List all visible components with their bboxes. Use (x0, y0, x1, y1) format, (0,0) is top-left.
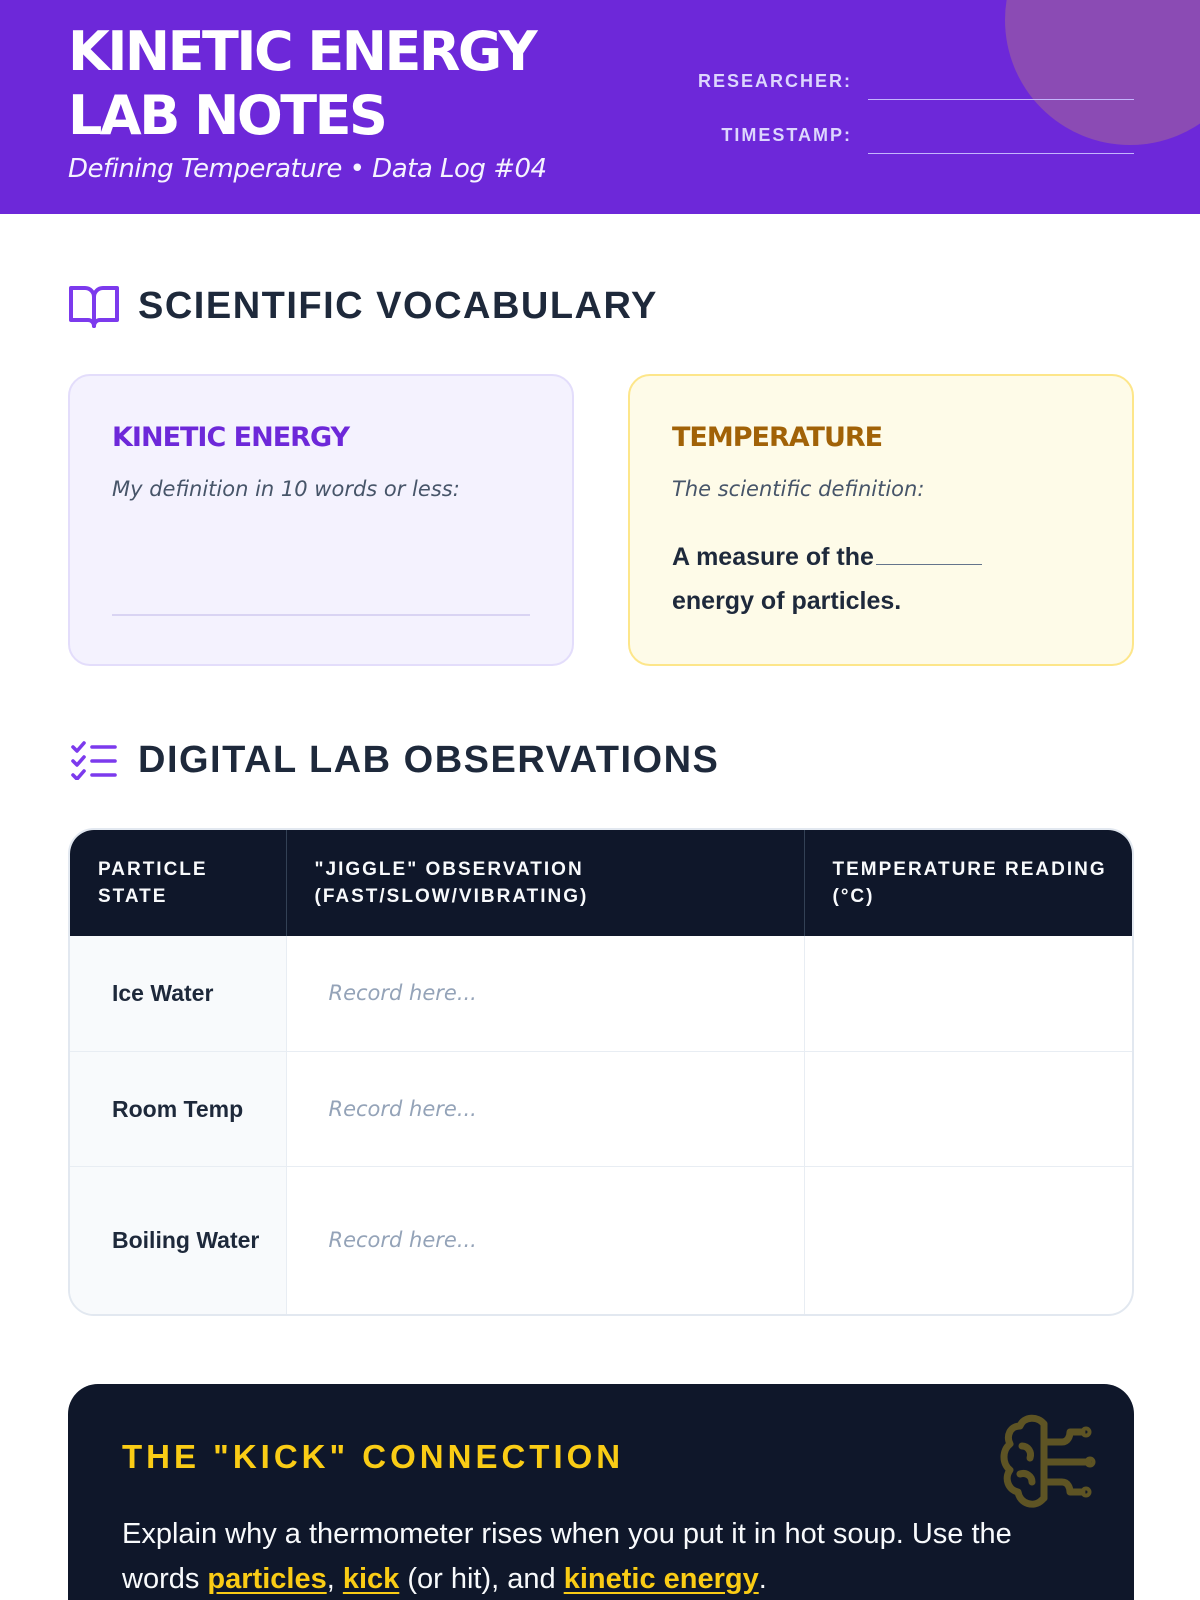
definition-start: A measure of the (672, 543, 874, 571)
page-subtitle: Defining Temperature • Data Log #04 (68, 154, 547, 184)
temperature-prompt: The scientific definition: (672, 477, 925, 501)
keyword-kinetic-energy: kinetic energy (563, 1563, 759, 1595)
temperature-definition (672, 535, 1002, 623)
observation-field[interactable]: Record here... (286, 1166, 804, 1314)
kinetic-energy-answer-field[interactable] (112, 614, 530, 616)
timestamp-row (721, 116, 1134, 154)
kinetic-energy-prompt: My definition in 10 words or less: (112, 477, 460, 501)
researcher-field[interactable] (868, 62, 1134, 100)
temperature-reading-field[interactable] (804, 1051, 1134, 1166)
table-row (70, 936, 1134, 1051)
observations-heading: DIGITAL LAB OBSERVATIONS (138, 738, 720, 781)
vocabulary-section-heading (68, 280, 658, 332)
table-row (70, 1051, 1134, 1166)
kick-connection-heading: THE "KICK" CONNECTION (122, 1438, 625, 1475)
timestamp-field[interactable] (868, 116, 1134, 154)
brain-icon (998, 1412, 1098, 1516)
researcher-row (698, 62, 1134, 100)
particle-state-cell: Room Temp (70, 1051, 286, 1166)
column-header-temperature-reading: TEMPERATURE READING (°C) (804, 830, 1134, 936)
temperature-reading-field[interactable] (804, 936, 1134, 1051)
kick-connection-card (68, 1384, 1134, 1600)
column-header-particle-state: PARTICLE STATE (70, 830, 286, 936)
kinetic-energy-term: KINETIC ENERGY (112, 422, 350, 453)
vocabulary-heading: SCIENTIFIC VOCABULARY (138, 284, 658, 327)
prompt-text-1: Explain why a thermometer rises when you put it in hot soup. Use the words (122, 1518, 1012, 1595)
definition-end: energy of particles. (672, 587, 902, 615)
prompt-text-2: (or hit), and (399, 1563, 564, 1595)
observation-field[interactable]: Record here... (286, 936, 804, 1051)
observation-field[interactable]: Record here... (286, 1051, 804, 1166)
page-header (0, 0, 1200, 214)
kick-connection-prompt (122, 1512, 1062, 1600)
column-header-jiggle-observation: "JIGGLE" OBSERVATION (FAST/SLOW/VIBRATING) (286, 830, 804, 936)
particle-state-cell: Boiling Water (70, 1166, 286, 1314)
table-row (70, 1166, 1134, 1314)
prompt-separator: , (326, 1563, 343, 1595)
title-line-1: KINETIC ENERGY (68, 20, 536, 83)
temperature-reading-field[interactable] (804, 1166, 1134, 1314)
table-header-row (70, 830, 1134, 936)
prompt-text-3: . (758, 1563, 767, 1595)
book-open-icon (68, 280, 120, 332)
observations-section-heading (68, 734, 719, 786)
observations-table (68, 828, 1134, 1316)
checklist-icon (68, 734, 120, 786)
keyword-kick: kick (342, 1563, 400, 1595)
title-line-2: LAB NOTES (68, 84, 386, 147)
particle-state-cell: Ice Water (70, 936, 286, 1051)
temperature-card (628, 374, 1134, 666)
definition-blank-field[interactable] (876, 543, 982, 565)
timestamp-label: TIMESTAMP: (721, 124, 852, 145)
temperature-term: TEMPERATURE (672, 422, 883, 453)
page-title (68, 20, 628, 148)
keyword-particles: particles (207, 1563, 327, 1595)
kinetic-energy-card (68, 374, 574, 666)
researcher-label: RESEARCHER: (697, 70, 852, 91)
